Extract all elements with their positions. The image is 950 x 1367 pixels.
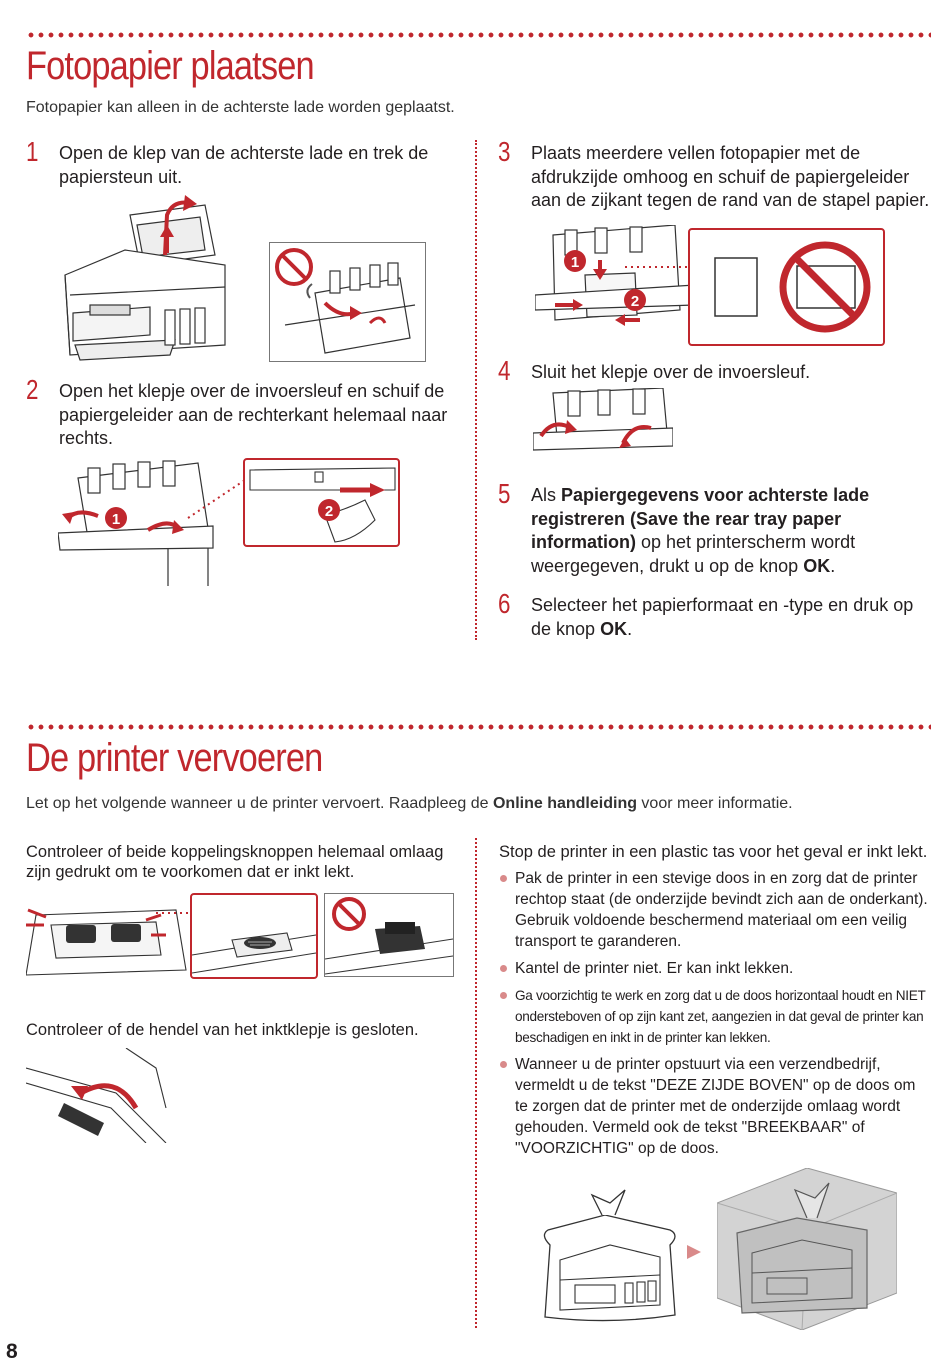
step-3-number: 3: [498, 136, 511, 167]
section-intro-photo-paper: Fotopapier kan alleen in de achterste lade worden geplaatst.: [26, 99, 455, 116]
section-title-photo-paper: Fotopapier plaatsen: [26, 44, 314, 88]
step-3-text: Plaats meerdere vellen fotopapier met de afdrukzijde omhoog en schuif de papiergeleider aan de zijkant tegen de rand van de stapel papier.: [531, 143, 930, 210]
joint-button-up-warning-panel: [324, 893, 454, 977]
paper-orientation-panel: [688, 228, 885, 346]
arrow-right-icon: [685, 1243, 703, 1261]
joint-buttons-illustration: [26, 895, 191, 980]
column-divider-2: [475, 838, 477, 1328]
step-4-text: Sluit het klepje over de invoersleuf.: [531, 362, 811, 382]
step-2-text: Open het klepje over de invoersleuf en schuif de papiergeleider aan de rechterkant helemaal naar rechts.: [59, 381, 448, 448]
section-title-transport: De printer vervoeren: [26, 736, 323, 780]
bullet-item: Wanneer u de printer opstuurt via een verzendbedrijf, vermeldt u de tekst "DEZE ZIJDE BOVEN" op de doos om te zorgen dat de printer met de onderzijde omlaag wordt gehouden. Vermeld ook de tekst "BREEKBAAR" of "VOORZICHTIG" op de doos.: [499, 1054, 929, 1159]
section-intro-transport: Let op het volgende wanneer u de printer vervoert. Raadpleeg de Online handleiding voor meer informatie.: [26, 795, 793, 812]
step-1-number: 1: [26, 136, 39, 167]
transport-bullet-list: [499, 868, 929, 1165]
note-plastic-bag: Stop de printer in een plastic tas voor het geval er inkt lekt.: [499, 843, 928, 861]
marker-1: 1: [111, 511, 121, 528]
bullet-item: Kantel de printer niet. Er kan inkt lekken.: [499, 958, 929, 979]
note-ink-cover-lever: Controleer of de hendel van het inktklepje is gesloten.: [26, 1021, 419, 1039]
step-2-number: 2: [26, 374, 39, 405]
section-divider-top: [26, 32, 931, 38]
load-photo-paper-illustration: [535, 225, 695, 340]
page-number: 8: [6, 1340, 18, 1363]
note-joint-buttons: Controleer of beide koppelingsknoppen helemaal omlaag zijn gedrukt om te voorkomen dat er inkt lekt.: [26, 843, 444, 881]
guide-slide-detail-panel: [243, 458, 400, 547]
bullet-item: Pak de printer in een stevige doos in en zorg dat de printer rechtop staat (de onderzijde bevindt zich aan de onderkant). Gebruik voldoende beschermend materiaal om een veilig transport te garanderen.: [499, 868, 929, 952]
close-slot-cover-illustration: [533, 388, 673, 463]
printer-open-tray-illustration: [55, 195, 235, 365]
marker-2: 2: [630, 293, 640, 310]
section-divider-transport: [26, 724, 931, 730]
step-5-number: 5: [498, 478, 511, 509]
bullet-item: Ga voorzichtig te werk en zorg dat u de doos horizontaal houdt en NIET ondersteboven of op zijn kant zet, aangezien in dat geval de printer kan beschadigen en inkt in de printer kan lekken.: [499, 985, 929, 1048]
step-5-text: Als Papiergegevens voor achterste lade registreren (Save the rear tray paper information) op het printerscherm wordt weergegeven, drukt u op de knop OK.: [531, 485, 870, 576]
warning-panel-clip: [269, 242, 426, 362]
marker-2: 2: [324, 503, 334, 520]
column-divider-1: [475, 140, 477, 640]
printer-in-bag-illustration: [530, 1185, 690, 1325]
ink-cover-lever-illustration: [26, 1048, 186, 1143]
marker-1: 1: [570, 254, 580, 271]
step-4-number: 4: [498, 355, 511, 386]
step-6-number: 6: [498, 588, 511, 619]
joint-button-down-panel: [190, 893, 318, 979]
step-1-text: Open de klep van de achterste lade en trek de papiersteun uit.: [59, 143, 429, 187]
feed-slot-cover-illustration: [58, 458, 248, 588]
step-6-text: Selecteer het papierformaat en -type en druk op de knop OK.: [531, 595, 914, 639]
printer-in-box-illustration: [717, 1168, 897, 1330]
